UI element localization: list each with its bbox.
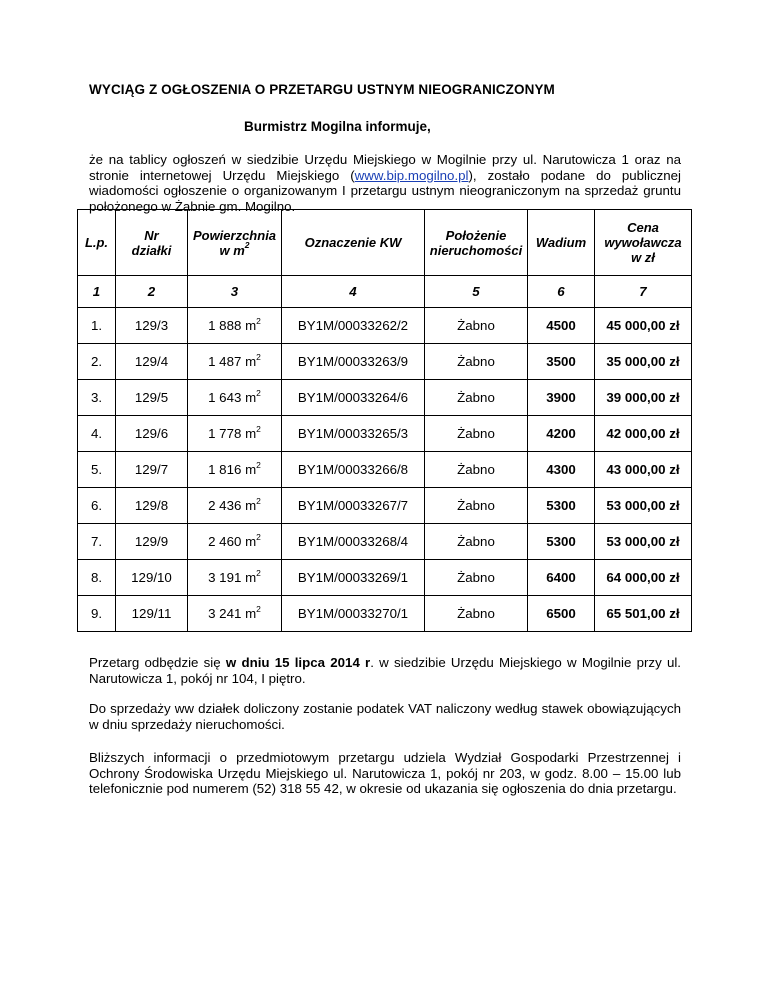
cell-plot-number: 129/5 bbox=[116, 380, 188, 416]
cell-plot-number: 129/4 bbox=[116, 344, 188, 380]
cell-plot-number: 129/11 bbox=[116, 596, 188, 632]
cell-plot-number: 129/8 bbox=[116, 488, 188, 524]
cell-plot-number: 129/3 bbox=[116, 308, 188, 344]
cell-area: 1 778 $m^2$ bbox=[188, 416, 282, 452]
cell-location: Żabno bbox=[425, 308, 528, 344]
cell-lp: 7. bbox=[78, 524, 116, 560]
table-row bbox=[78, 380, 692, 416]
cell-kw: BY1M/00033270/1 bbox=[282, 596, 425, 632]
column-number: 1 bbox=[78, 276, 116, 308]
cell-kw: BY1M/00033265/3 bbox=[282, 416, 425, 452]
cell-location: Żabno bbox=[425, 416, 528, 452]
cell-location: Żabno bbox=[425, 560, 528, 596]
cell-deposit: 4300 bbox=[528, 452, 595, 488]
cell-lp: 9. bbox=[78, 596, 116, 632]
header-lp: L.p. bbox=[78, 210, 116, 276]
header-location: Położenie nieruchomości bbox=[425, 210, 528, 276]
cell-area: 2 460 $m^2$ bbox=[188, 524, 282, 560]
table-row bbox=[78, 308, 692, 344]
auction-date-paragraph: Przetarg odbędzie się w dniu 15 lipca 2014 r. w siedzibie Urzędu Miejskiego w Mogilnie przy ul. Narutowicza 1, pokój nr 104, I piętro. bbox=[89, 655, 681, 686]
cell-deposit: 5300 bbox=[528, 488, 595, 524]
table-row bbox=[78, 488, 692, 524]
cell-plot-number: 129/10 bbox=[116, 560, 188, 596]
cell-lp: 2. bbox=[78, 344, 116, 380]
cell-location: Żabno bbox=[425, 524, 528, 560]
cell-location: Żabno bbox=[425, 596, 528, 632]
column-number: 2 bbox=[116, 276, 188, 308]
cell-price: 65 501,00 zł bbox=[595, 596, 692, 632]
cell-price: 53 000,00 zł bbox=[595, 488, 692, 524]
cell-lp: 3. bbox=[78, 380, 116, 416]
column-number: 4 bbox=[282, 276, 425, 308]
intro-paragraph bbox=[89, 152, 681, 214]
cell-deposit: 4500 bbox=[528, 308, 595, 344]
cell-kw: BY1M/00033268/4 bbox=[282, 524, 425, 560]
table-row bbox=[78, 560, 692, 596]
intro-text-start: że na tablicy ogłoszeń w siedzibie Urzędu Miejskiego w Mogilnie przy ul. Narutowicza 1 oraz na stronie internetowej Urzędu Miejskiego ( bbox=[89, 152, 681, 183]
table-body bbox=[78, 308, 692, 632]
cell-lp: 8. bbox=[78, 560, 116, 596]
vat-paragraph: Do sprzedaży ww działek doliczony zostanie podatek VAT naliczony według stawek obowiązujących w dniu sprzedaży nieruchomości. bbox=[89, 701, 681, 732]
cell-location: Żabno bbox=[425, 380, 528, 416]
cell-kw: BY1M/00033264/6 bbox=[282, 380, 425, 416]
cell-deposit: 5300 bbox=[528, 524, 595, 560]
column-number: 7 bbox=[595, 276, 692, 308]
cell-lp: 1. bbox=[78, 308, 116, 344]
cell-deposit: 6500 bbox=[528, 596, 595, 632]
contact-paragraph: Bliższych informacji o przedmiotowym przetargu udziela Wydział Gospodarki Przestrzennej i Ochrony Środowiska Urzędu Miejskiego ul. Narutowicza 1, pokój nr 203, w godz. 8.00 – 15.00 lub telefonicznie pod numerem (52) 318 55 42, w okresie od ukazania się ogłoszenia do dnia przetargu. bbox=[89, 750, 681, 796]
cell-deposit: 4200 bbox=[528, 416, 595, 452]
table-row bbox=[78, 524, 692, 560]
cell-kw: BY1M/00033262/2 bbox=[282, 308, 425, 344]
table-row bbox=[78, 416, 692, 452]
cell-area: 1 816 $m^2$ bbox=[188, 452, 282, 488]
cell-deposit: 3900 bbox=[528, 380, 595, 416]
auction-date: w dniu 15 lipca 2014 r bbox=[225, 655, 371, 670]
cell-plot-number: 129/9 bbox=[116, 524, 188, 560]
cell-lp: 4. bbox=[78, 416, 116, 452]
page-title: WYCIĄG Z OGŁOSZENIA O PRZETARGU USTNYM NIEOGRANICZONYM bbox=[89, 82, 555, 97]
cell-price: 53 000,00 zł bbox=[595, 524, 692, 560]
cell-price: 64 000,00 zł bbox=[595, 560, 692, 596]
cell-area: 3 241 $m^2$ bbox=[188, 596, 282, 632]
cell-price: 39 000,00 zł bbox=[595, 380, 692, 416]
column-numbers-row bbox=[78, 276, 692, 308]
page-subtitle: Burmistrz Mogilna informuje, bbox=[244, 119, 431, 134]
cell-location: Żabno bbox=[425, 452, 528, 488]
cell-kw: BY1M/00033267/7 bbox=[282, 488, 425, 524]
cell-lp: 6. bbox=[78, 488, 116, 524]
intro-text-end: ), zostało podane do publicznej wiadomości ogłoszenie o organizowanym I przetargu ustnym nieograniczonym na sprzedaż gruntu położonego w Żabnie gm. Mogilno. bbox=[89, 167, 681, 214]
cell-price: 43 000,00 zł bbox=[595, 452, 692, 488]
cell-lp: 5. bbox=[78, 452, 116, 488]
cell-price: 42 000,00 zł bbox=[595, 416, 692, 452]
cell-area: 1 487 $m^2$ bbox=[188, 344, 282, 380]
header-area: Powierzchnia w $m^2$ bbox=[188, 210, 282, 276]
header-price: Cena wywoławcza w zł bbox=[595, 210, 692, 276]
cell-price: 35 000,00 zł bbox=[595, 344, 692, 380]
cell-area: 1 643 $m^2$ bbox=[188, 380, 282, 416]
table-row bbox=[78, 452, 692, 488]
table-header-row bbox=[78, 210, 692, 276]
cell-plot-number: 129/6 bbox=[116, 416, 188, 452]
cell-location: Żabno bbox=[425, 488, 528, 524]
cell-area: 2 436 $m^2$ bbox=[188, 488, 282, 524]
cell-kw: BY1M/00033263/9 bbox=[282, 344, 425, 380]
cell-area: 3 191 $m^2$ bbox=[188, 560, 282, 596]
header-kw: Oznaczenie KW bbox=[282, 210, 425, 276]
cell-kw: BY1M/00033269/1 bbox=[282, 560, 425, 596]
cell-price: 45 000,00 zł bbox=[595, 308, 692, 344]
bip-link[interactable]: www.bip.mogilno.pl bbox=[354, 167, 469, 183]
cell-deposit: 6400 bbox=[528, 560, 595, 596]
column-number: 6 bbox=[528, 276, 595, 308]
table-row bbox=[78, 596, 692, 632]
plots-table bbox=[77, 209, 692, 632]
cell-kw: BY1M/00033266/8 bbox=[282, 452, 425, 488]
cell-area: 1 888 $m^2$ bbox=[188, 308, 282, 344]
header-plot-number: Nr działki bbox=[116, 210, 188, 276]
cell-deposit: 3500 bbox=[528, 344, 595, 380]
table-row bbox=[78, 344, 692, 380]
column-number: 5 bbox=[425, 276, 528, 308]
header-deposit: Wadium bbox=[528, 210, 595, 276]
cell-location: Żabno bbox=[425, 344, 528, 380]
cell-plot-number: 129/7 bbox=[116, 452, 188, 488]
column-number: 3 bbox=[188, 276, 282, 308]
